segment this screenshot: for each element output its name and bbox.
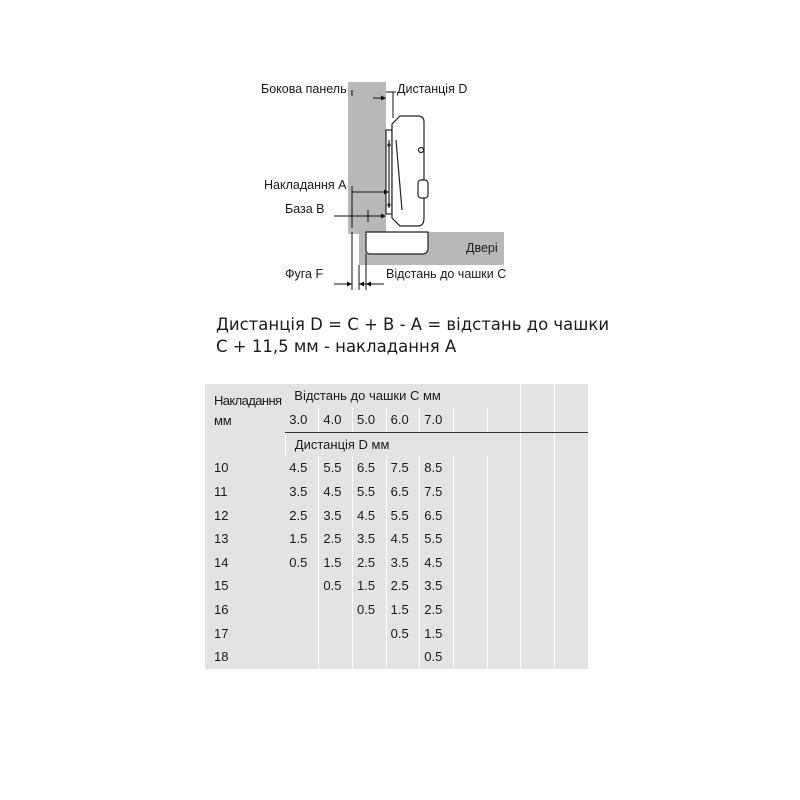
column-header: 4.0: [319, 408, 353, 433]
empty-cell: [554, 574, 588, 598]
empty-cell: [521, 621, 555, 645]
distance-cell: 4.5: [285, 456, 319, 480]
distance-cell: 1.5: [386, 598, 420, 622]
table-row: [205, 598, 588, 622]
distance-cell: 4.5: [420, 551, 454, 575]
empty-cell: [453, 456, 487, 480]
overlay-cell: 13: [205, 527, 285, 551]
distance-cell: 1.5: [319, 551, 353, 575]
distance-cell: 4.5: [319, 480, 353, 504]
empty-cell: [521, 480, 555, 504]
empty-cell: [487, 598, 521, 622]
empty-cell: [453, 527, 487, 551]
distance-cell: 3.5: [386, 551, 420, 575]
distance-cell: 0.5: [386, 621, 420, 645]
overlay-a-label: Накладання A: [264, 178, 347, 192]
distance-table: [205, 384, 588, 669]
empty-cell: [554, 598, 588, 622]
distance-cell: 5.5: [353, 480, 387, 504]
distance-cell: 4.5: [386, 527, 420, 551]
row-header: [205, 384, 285, 432]
side-panel-label: Бокова панель: [261, 82, 347, 96]
distance-cell: 5.5: [386, 503, 420, 527]
distance-cell: [386, 645, 420, 669]
distance-cell: 6.5: [420, 503, 454, 527]
empty-cell: [487, 408, 521, 433]
empty-cell: [521, 645, 555, 669]
empty-cell: [453, 503, 487, 527]
door-label: Двері: [466, 241, 498, 255]
empty-cell: [554, 503, 588, 527]
table-row: [205, 645, 588, 669]
empty-cell: [453, 645, 487, 669]
table-row: [205, 480, 588, 504]
distance-cell: 0.5: [420, 645, 454, 669]
distance-cell: 8.5: [420, 456, 454, 480]
overlay-cell: 16: [205, 598, 285, 622]
cup-distance-c-label: Відстань до чашки C: [386, 267, 507, 281]
distance-cell: 2.5: [386, 574, 420, 598]
table-row: [205, 503, 588, 527]
base-b-label: База B: [285, 202, 325, 216]
empty-cell: [521, 527, 555, 551]
formula-line-2: C + 11,5 мм - накладання A: [216, 337, 457, 356]
empty-cell: [554, 480, 588, 504]
distance-cell: 6.5: [386, 480, 420, 504]
empty-cell: [453, 408, 487, 433]
empty-cell: [554, 551, 588, 575]
hinge-diagram: [0, 0, 800, 310]
distance-cell: [319, 645, 353, 669]
empty-cell: [554, 645, 588, 669]
distance-cell: [285, 574, 319, 598]
distance-cell: 7.5: [420, 480, 454, 504]
distance-cell: 5.5: [319, 456, 353, 480]
distance-cell: 6.5: [353, 456, 387, 480]
overlay-cell: 14: [205, 551, 285, 575]
overlay-cell: 18: [205, 645, 285, 669]
distance-cell: 1.5: [420, 621, 454, 645]
empty-cell: [453, 480, 487, 504]
empty-cell: [521, 574, 555, 598]
empty-cell: [554, 408, 588, 433]
distance-cell: 2.5: [420, 598, 454, 622]
column-header: 5.0: [353, 408, 387, 433]
col-group-header: Відстань до чашки C мм: [285, 384, 487, 408]
empty-cell: [487, 503, 521, 527]
formula-line-1: Дистанція D = C + B - A = відстань до чашки: [216, 315, 610, 334]
table-row: [205, 574, 588, 598]
distance-cell: 2.5: [319, 527, 353, 551]
empty-cell: [487, 574, 521, 598]
row-header-line-2: мм: [214, 413, 232, 429]
overlay-cell: 12: [205, 503, 285, 527]
empty-cell: [453, 574, 487, 598]
empty-cell: [487, 480, 521, 504]
distance-cell: 4.5: [353, 503, 387, 527]
distance-cell: 2.5: [285, 503, 319, 527]
distance-cell: 0.5: [353, 598, 387, 622]
distance-cell: 0.5: [319, 574, 353, 598]
empty-cell: [554, 621, 588, 645]
distance-d-label: Дистанція D: [397, 82, 468, 96]
distance-cell: [285, 621, 319, 645]
distance-cell: 3.5: [420, 574, 454, 598]
distance-cell: [319, 621, 353, 645]
distance-cell: 7.5: [386, 456, 420, 480]
column-header: 6.0: [386, 408, 420, 433]
overlay-cell: 15: [205, 574, 285, 598]
empty-cell: [487, 551, 521, 575]
sub-header: Дистанція D мм: [285, 432, 487, 456]
empty-cell: [453, 598, 487, 622]
distance-cell: [353, 645, 387, 669]
empty-cell: [487, 456, 521, 480]
distance-cell: 1.5: [353, 574, 387, 598]
distance-cell: [285, 598, 319, 622]
empty-cell: [487, 645, 521, 669]
distance-cell: 2.5: [353, 551, 387, 575]
distance-cell: [319, 598, 353, 622]
overlay-cell: 17: [205, 621, 285, 645]
empty-cell: [554, 527, 588, 551]
formula-text: [216, 314, 776, 358]
table-row: [205, 527, 588, 551]
distance-cell: 3.5: [319, 503, 353, 527]
gap-f-label: Фуга F: [285, 267, 324, 281]
table-row: [205, 551, 588, 575]
distance-cell: [285, 645, 319, 669]
empty-cell: [521, 503, 555, 527]
column-header: 3.0: [285, 408, 319, 433]
empty-cell: [453, 621, 487, 645]
overlay-cell: 11: [205, 480, 285, 504]
distance-cell: 3.5: [285, 480, 319, 504]
distance-cell: [353, 621, 387, 645]
side-panel-shape: [348, 82, 386, 234]
empty-cell: [453, 551, 487, 575]
table-row: [205, 456, 588, 480]
empty-cell: [521, 456, 555, 480]
row-header-line-1: Накладання: [214, 393, 282, 409]
empty-cell: [487, 621, 521, 645]
distance-cell: 3.5: [353, 527, 387, 551]
table-row: [205, 621, 588, 645]
empty-cell: [554, 456, 588, 480]
empty-cell: [521, 408, 555, 433]
empty-cell: [487, 527, 521, 551]
empty-cell: [521, 551, 555, 575]
distance-cell: 1.5: [285, 527, 319, 551]
column-header: 7.0: [420, 408, 454, 433]
empty-cell: [521, 598, 555, 622]
distance-cell: 0.5: [285, 551, 319, 575]
overlay-cell: 10: [205, 456, 285, 480]
distance-cell: 5.5: [420, 527, 454, 551]
